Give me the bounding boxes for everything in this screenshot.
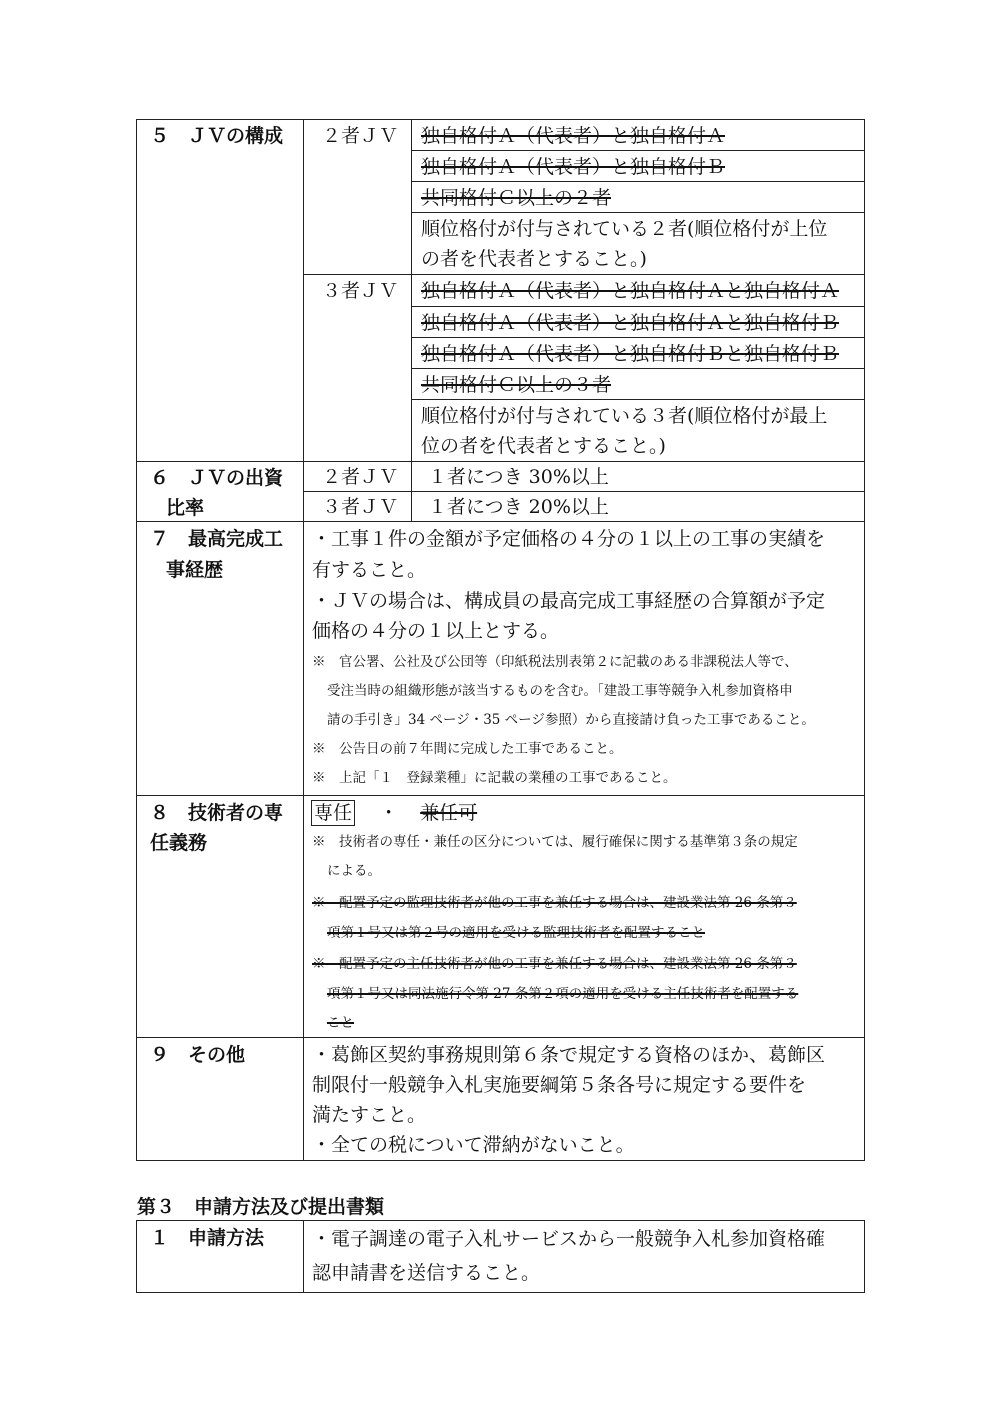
sec5-jv2-row-1: 独自格付Ａ（代表者）と独自格付Ａ <box>421 125 726 147</box>
sec8-note-line1: ※ 技術者の専任・兼任の区分については、履行確保に関する基準第３条の規定 <box>312 834 798 850</box>
sec8-struck2-line3: こと <box>327 1015 354 1031</box>
sec7-note-1-cont2: 請の手引き」34 ページ・35 ページ参照）から直接請け負った工事であること。 <box>327 712 815 728</box>
sec7-label-line1: ７ 最高完成工 <box>150 528 284 550</box>
option-concurrent-struck: 兼任可 <box>420 802 478 824</box>
sec8-struck1-line1: ※ 配置予定の監理技術者が他の工事を兼任する場合は、建設業法第 26 条第３ <box>312 895 797 911</box>
sec6-label-line2: 比率 <box>166 497 205 519</box>
option-dedicated-selected: 専任 <box>311 800 355 826</box>
sec9-p1-line3: 満たすこと。 <box>312 1104 427 1126</box>
sec5-jv3-label: ３者ＪＶ <box>322 280 399 302</box>
sec5-jv2-label: ２者ＪＶ <box>322 125 399 147</box>
sec9-label: ９ その他 <box>150 1044 246 1066</box>
part3-row1-label: １ 申請方法 <box>150 1227 265 1249</box>
sec9-p1-line2: 制限付一般競争入札実施要綱第５条各号に規定する要件を <box>312 1074 807 1096</box>
sec8-label-line1: ８ 技術者の専 <box>150 802 284 824</box>
sec7-label-line2: 事経歴 <box>166 559 224 581</box>
sec6-jv2-label: ２者ＪＶ <box>322 466 399 488</box>
sec5-jv3-ranked-line1: 順位格付が付与されている３者(順位格付が最上 <box>421 405 828 427</box>
sec5-jv2-ranked-line1: 順位格付が付与されている２者(順位格付が上位 <box>421 218 828 240</box>
sec8-note-line2: による。 <box>327 863 381 879</box>
sec5-jv3-row-3: 独自格付Ａ（代表者）と独自格付Ｂと独自格付Ｂ <box>421 343 840 365</box>
part3-row1-line2: 認申請書を送信すること。 <box>312 1262 541 1284</box>
sec8-struck1-line2: 項第１号又は第２号の適用を受ける監理技術者を配置すること <box>327 925 705 941</box>
sec7-note-3: ※ 上記「１ 登録業種」に記載の業種の工事であること。 <box>312 770 677 786</box>
sec5-jv3-row-2: 独自格付Ａ（代表者）と独自格付Ａと独自格付Ｂ <box>421 312 840 334</box>
sec5-jv3-row-1: 独自格付Ａ（代表者）と独自格付Ａと独自格付Ａ <box>421 280 840 302</box>
sec5-jv3-ranked-line2: 位の者を代表者とすること。) <box>421 435 666 457</box>
sec7-note-1: ※ 官公署、公社及び公団等（印紙税法別表第２に記載のある非課税法人等で、 <box>312 654 798 670</box>
sec9-p1-line1: ・葛飾区契約事務規則第６条で規定する資格のほか、葛飾区 <box>312 1044 826 1066</box>
sec7-note-2: ※ 公告日の前７年間に完成した工事であること。 <box>312 741 623 757</box>
sec8-label-line2: 任義務 <box>150 832 208 854</box>
sec8-struck2-line2: 項第１号又は同法施行令第 27 条第２項の適用を受ける主任技術者を配置する <box>327 986 799 1002</box>
sec5-jv2-ranked-line2: の者を代表者とすること。) <box>421 248 647 270</box>
sec8-options <box>311 798 477 828</box>
sec7-p2-line2: 価格の４分の１以上とする。 <box>312 620 560 642</box>
sec5-label: ５ ＪＶの構成 <box>150 125 284 147</box>
sec6-jv2-value: １者につき 30%以上 <box>428 466 609 488</box>
sec6-label-line1: ６ ＪＶの出資 <box>150 467 284 489</box>
part3-heading: 第３ 申請方法及び提出書類 <box>137 1196 385 1218</box>
sec7-note-1-cont1: 受注当時の組織形態が該当するものを含む。「建設工事等競争入札参加資格申 <box>327 683 793 699</box>
sec5-jv2-row-3: 共同格付Ｃ以上の２者 <box>421 187 612 209</box>
sec6-jv3-value: １者につき 20%以上 <box>428 496 609 518</box>
sec7-p1-line2: 有すること。 <box>312 559 427 581</box>
sec9-p2: ・全ての税について滞納がないこと。 <box>312 1134 635 1156</box>
sec8-struck2-line1: ※ 配置予定の主任技術者が他の工事を兼任する場合は、建設業法第 26 条第３ <box>312 956 797 972</box>
option-separator: ・ <box>379 802 399 824</box>
sec7-p2-line1: ・ＪＶの場合は、構成員の最高完成工事経歴の合算額が予定 <box>312 590 826 612</box>
sec6-jv3-label: ３者ＪＶ <box>322 496 399 518</box>
sec5-jv2-row-2: 独自格付Ａ（代表者）と独自格付Ｂ <box>421 156 726 178</box>
part3-row1-line1: ・電子調達の電子入札サービスから一般競争入札参加資格確 <box>312 1228 826 1250</box>
sec7-p1-line1: ・工事１件の金額が予定価格の４分の１以上の工事の実績を <box>312 528 826 550</box>
sec5-jv3-row-4: 共同格付Ｃ以上の３者 <box>421 374 612 396</box>
